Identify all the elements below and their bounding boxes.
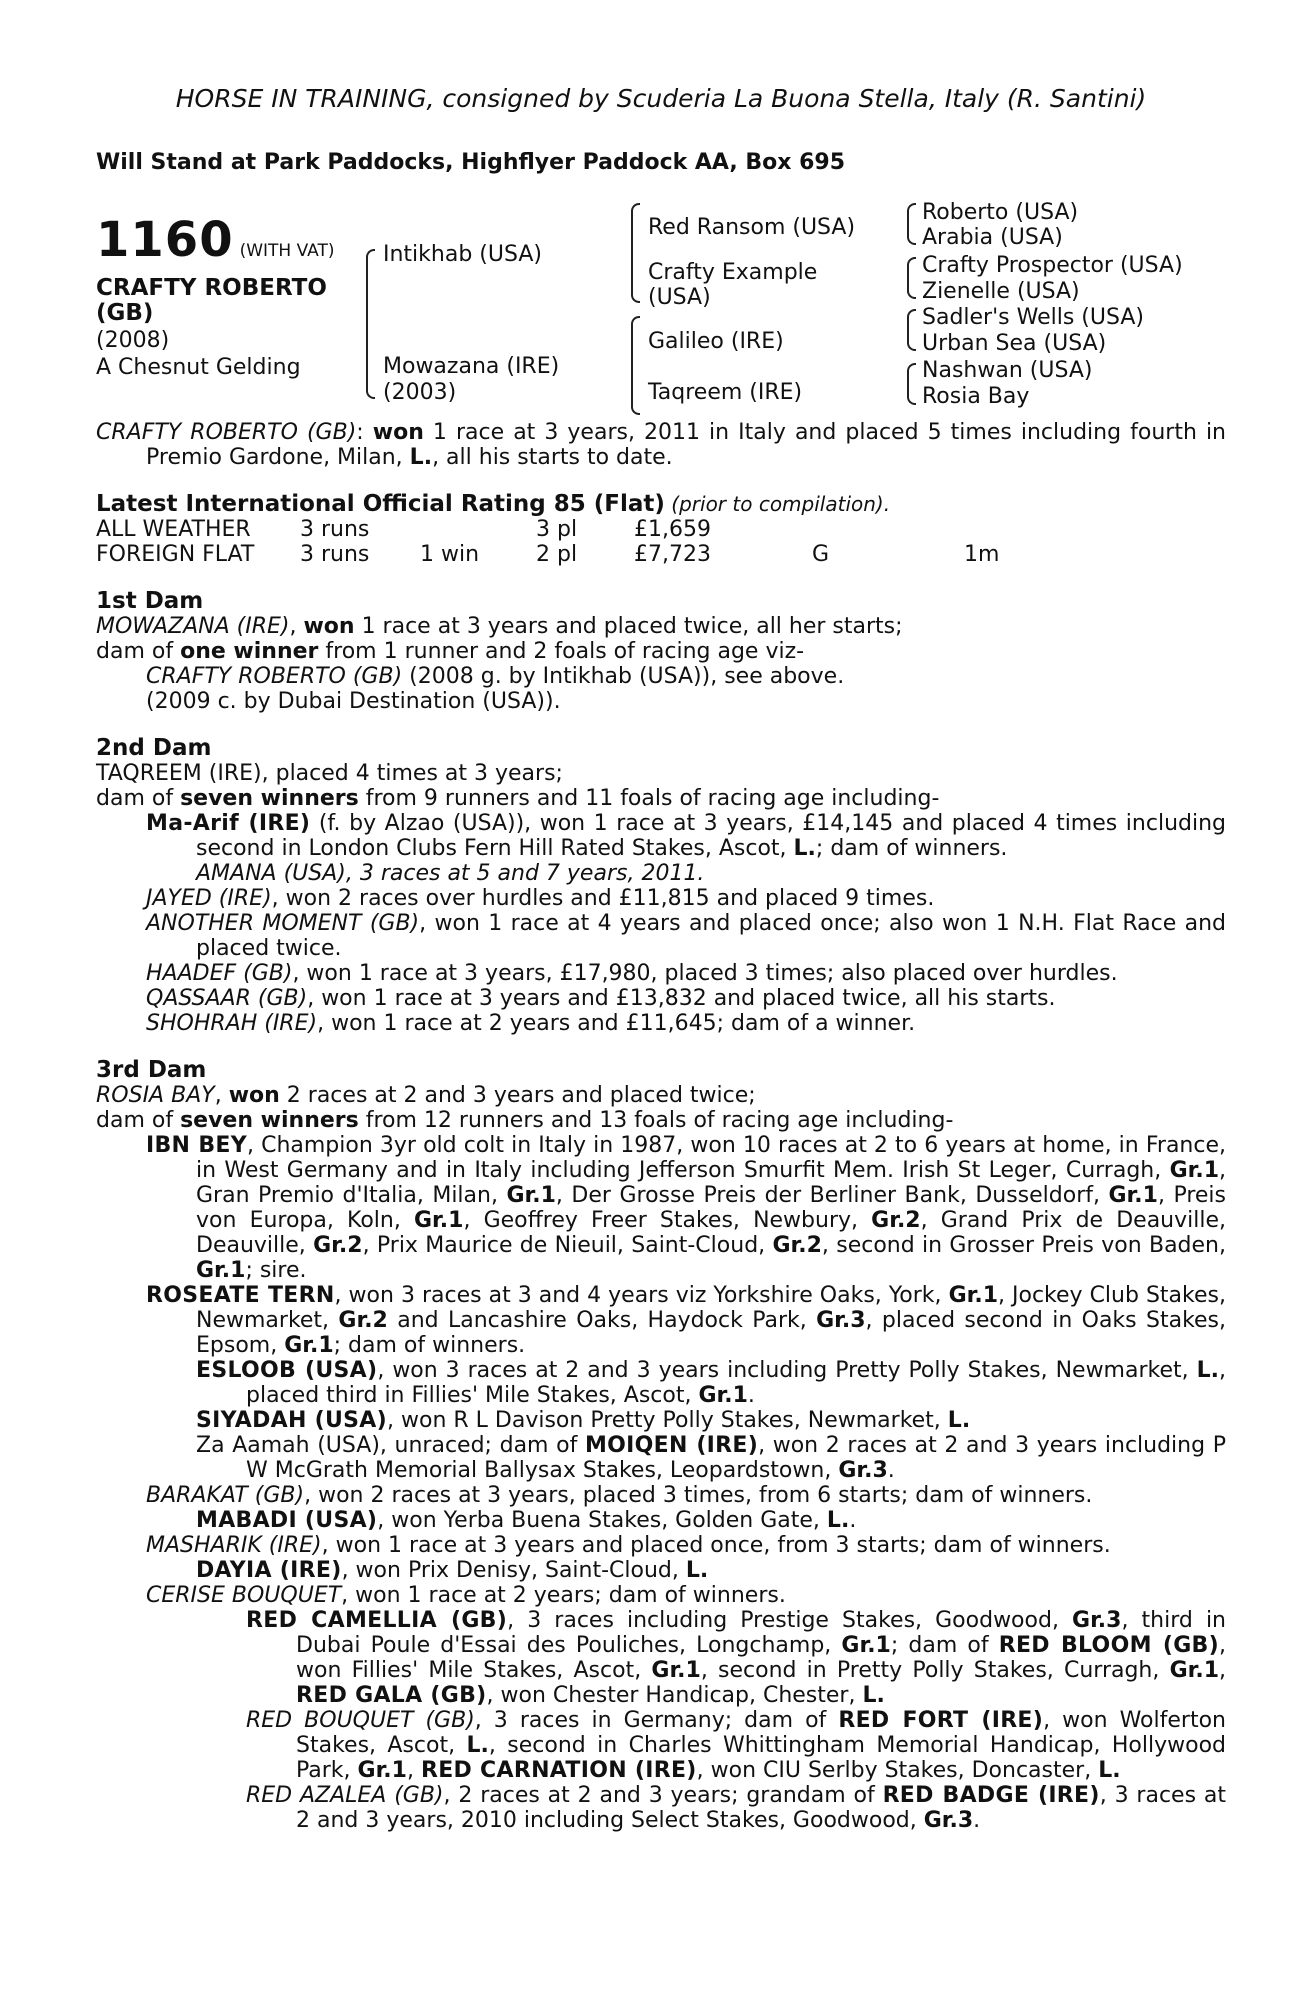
sire-dam-country: (USA)	[648, 285, 711, 310]
race-record: CRAFTY ROBERTO (GB): won 1 race at 3 years, 2011 in Italy and placed 5 times including fourth in Premio Gardone, Milan, L., all his starts to date.	[96, 420, 1226, 470]
list-item: IBN BEY, Champion 3yr old colt in Italy in 1987, won 10 races at 2 to 6 years at home, in France, in West Germany and in Italy including Jefferson Smurfit Mem. Irish St Leger, Curragh, Gr.1, Gran Premio d'Italia, Milan, Gr.1, Der Grosse Preis der Berliner Bank, Dusseldorf, Gr.1, Preis von Europa, Koln, Gr.1, Geoffrey Freer Stakes, Newbury, Gr.2, Grand Prix de Deauville, Deauville, Gr.2, Prix Maurice de Nieuil, Saint-Cloud, Gr.2, second in Grosser Preis von Baden, Gr.1; sire.	[146, 1133, 1227, 1283]
rating-table	[96, 517, 999, 567]
list-item: RED AZALEA (GB), 2 races at 2 and 3 years; grandam of RED BADGE (IRE), 3 races at 2 and 3 years, 2010 including Select Stakes, Goodwood, Gr.3.	[246, 1783, 1226, 1833]
table-row: ALL WEATHER 3 runs 3 pl £1,659	[96, 517, 711, 542]
sire-dam-bracket	[366, 249, 375, 399]
second-dam-section	[96, 736, 1226, 1036]
horse-description: A Chesnut Gelding	[96, 355, 301, 380]
catalogue-page	[96, 0, 1226, 1833]
list-item: MASHARIK (IRE), won 1 race at 3 years and placed once, from 3 starts; dam of winners.	[146, 1533, 1111, 1558]
first-dam-heading: 1st Dam	[96, 588, 204, 614]
dam-dam-sire: Nashwan (USA)	[922, 358, 1093, 383]
g3-bracket-2	[907, 257, 916, 299]
rating-section	[96, 492, 1226, 567]
list-item: BARAKAT (GB), won 2 races at 3 years, placed 3 times, from 6 starts; dam of winners.	[146, 1483, 1093, 1508]
consignor-heading: HORSE IN TRAINING, consigned by Scuderia La Buona Stella, Italy (R. Santini)	[175, 84, 1147, 113]
third-dam-record: ROSIA BAY, won 2 races at 2 and 3 years and placed twice;	[96, 1083, 756, 1108]
third-dam-heading: 3rd Dam	[96, 1057, 207, 1083]
lot-number-line	[96, 212, 335, 268]
list-item: SIYADAH (USA), won R L Davison Pretty Polly Stakes, Newmarket, L.	[196, 1408, 971, 1433]
dam-line-bracket	[631, 316, 640, 415]
second-dam-record: TAQREEM (IRE), placed 4 times at 3 years;	[96, 761, 563, 786]
lot-number: 1160	[96, 212, 234, 268]
list-item: QASSAAR (GB), won 1 race at 3 years and £13,832 and placed twice, all his starts.	[146, 986, 1056, 1011]
sire-dam: Crafty Example	[648, 260, 818, 285]
third-dam-section	[96, 1058, 1226, 1833]
list-item: CERISE BOUQUET, won 1 race at 2 years; dam of winners.	[146, 1583, 786, 1608]
list-item: ESLOOB (USA), won 3 races at 2 and 3 years including Pretty Polly Stakes, Newmarket, L., placed third in Fillies' Mile Stakes, Ascot, Gr.1.	[196, 1358, 1226, 1408]
sire-dam-dam: Zienelle (USA)	[922, 279, 1080, 304]
g3-bracket-4	[907, 363, 916, 405]
first-dam-section	[96, 589, 1226, 714]
list-item: DAYIA (IRE), won Prix Denisy, Saint-Cloud, L.	[196, 1558, 709, 1583]
list-item: CRAFTY ROBERTO (GB) (2008 g. by Intikhab (USA)), see above.	[146, 664, 845, 689]
horse-year: (2008)	[96, 328, 170, 353]
list-item: SHOHRAH (IRE), won 1 race at 2 years and £11,645; dam of a winner.	[146, 1011, 916, 1036]
sire-sire: Red Ransom (USA)	[648, 215, 856, 240]
sire-sire-dam: Arabia (USA)	[922, 225, 1063, 250]
horse-name: CRAFTY ROBERTO	[96, 275, 327, 301]
dam-dam-dam: Rosia Bay	[922, 384, 1030, 409]
first-dam-record: MOWAZANA (IRE), won 1 race at 3 years and placed twice, all her starts;	[96, 614, 903, 639]
list-item: RED BOUQUET (GB), 3 races in Germany; dam of RED FORT (IRE), won Wolferton Stakes, Ascot, L., second in Charles Whittingham Memorial Handicap, Hollywood Park, Gr.1, RED CARNATION (IRE), won CIU Serlby Stakes, Doncaster, L.	[246, 1708, 1226, 1783]
pedigree-table	[96, 197, 1226, 417]
dam-sire-sire: Sadler's Wells (USA)	[922, 305, 1144, 330]
list-item: ANOTHER MOMENT (GB), won 1 race at 4 years and placed once; also won 1 N.H. Flat Race and placed twice.	[146, 911, 1226, 961]
first-dam-produce: dam of one winner from 1 runner and 2 foals of racing age viz-	[96, 639, 805, 664]
sire: Intikhab (USA)	[383, 242, 542, 267]
list-item: JAYED (IRE), won 2 races over hurdles and £11,815 and placed 9 times.	[146, 886, 935, 911]
sire-dam-sire: Crafty Prospector (USA)	[922, 253, 1183, 278]
list-item: (2009 c. by Dubai Destination (USA)).	[146, 689, 561, 714]
g3-bracket-1	[907, 203, 916, 245]
dam-sire: Galileo (IRE)	[648, 329, 784, 354]
g3-bracket-3	[907, 309, 916, 351]
vat-note: (WITH VAT)	[239, 241, 335, 261]
list-item: Ma-Arif (IRE) (f. by Alzao (USA)), won 1 race at 3 years, £14,145 and placed 4 times including second in London Clubs Fern Hill Rated Stakes, Ascot, L.; dam of winners.	[146, 811, 1226, 861]
stand-location: Will Stand at Park Paddocks, Highflyer Paddock AA, Box 695	[96, 150, 846, 175]
list-item: Za Aamah (USA), unraced; dam of MOIQEN (IRE), won 2 races at 2 and 3 years including P W McGrath Memorial Ballysax Stakes, Leopardstown, Gr.3.	[196, 1433, 1226, 1483]
dam: Mowazana (IRE)	[383, 354, 560, 379]
dam-year: (2003)	[383, 380, 457, 405]
third-dam-produce: dam of seven winners from 12 runners and 13 foals of racing age including-	[96, 1108, 954, 1133]
rating-heading: Latest International Official Rating 85 (Flat) (prior to compilation).	[96, 491, 891, 517]
list-item: RED CAMELLIA (GB), 3 races including Prestige Stakes, Goodwood, Gr.3, third in Dubai Poule d'Essai des Pouliches, Longchamp, Gr.1; dam of RED BLOOM (GB), won Fillies' Mile Stakes, Ascot, Gr.1, second in Pretty Polly Stakes, Curragh, Gr.1, RED GALA (GB), won Chester Handicap, Chester, L.	[246, 1608, 1227, 1708]
list-item: ROSEATE TERN, won 3 races at 3 and 4 years viz Yorkshire Oaks, York, Gr.1, Jockey Club Stakes, Newmarket, Gr.2 and Lancashire Oaks, Haydock Park, Gr.3, placed second in Oaks Stakes, Epsom, Gr.1; dam of winners.	[146, 1283, 1227, 1358]
list-item: HAADEF (GB), won 1 race at 3 years, £17,980, placed 3 times; also placed over hurdles.	[146, 961, 1118, 986]
list-item: MABADI (USA), won Yerba Buena Stakes, Golden Gate, L..	[196, 1508, 857, 1533]
dam-sire-dam: Urban Sea (USA)	[922, 331, 1107, 356]
second-dam-produce: dam of seven winners from 9 runners and 11 foals of racing age including-	[96, 786, 940, 811]
sire-sire-sire: Roberto (USA)	[922, 200, 1079, 225]
horse-country: (GB)	[96, 300, 154, 326]
table-row: FOREIGN FLAT 3 runs 1 win 2 pl £7,723 G 1m	[96, 542, 1000, 567]
second-dam-heading: 2nd Dam	[96, 735, 212, 761]
dam-dam: Taqreem (IRE)	[648, 380, 803, 405]
sire-line-bracket	[631, 203, 640, 303]
list-item: AMANA (USA), 3 races at 5 and 7 years, 2011.	[196, 861, 705, 886]
